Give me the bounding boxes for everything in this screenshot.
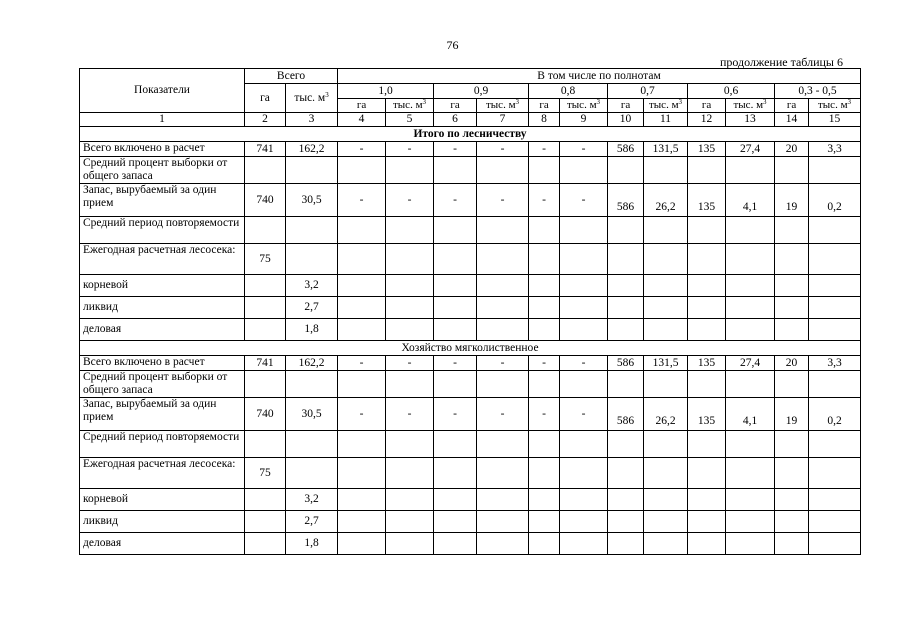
table-cell: 2,7	[286, 297, 338, 319]
table-cell: -	[434, 398, 477, 431]
table-cell	[809, 157, 861, 184]
table-cell: 135	[688, 184, 726, 217]
table-cell	[809, 511, 861, 533]
table-row	[80, 142, 861, 157]
column-number: 14	[775, 113, 809, 127]
row-label: Всего включено в расчет	[80, 356, 245, 371]
table-cell	[608, 275, 644, 297]
table-cell: 741	[245, 142, 286, 157]
table-cell	[726, 275, 775, 297]
table-cell: 586	[608, 398, 644, 431]
row-label: ликвид	[80, 297, 245, 319]
table-cell	[644, 371, 688, 398]
table-cell: -	[477, 142, 529, 157]
table-row	[80, 217, 861, 244]
table-cell	[386, 244, 434, 275]
table-cell	[338, 275, 386, 297]
table-cell	[644, 244, 688, 275]
column-number: 13	[726, 113, 775, 127]
table-cell	[688, 319, 726, 341]
table-cell	[386, 533, 434, 555]
table-row	[80, 244, 861, 275]
table-cell	[434, 533, 477, 555]
table-cell	[434, 275, 477, 297]
table-cell: 740	[245, 184, 286, 217]
table-cell	[477, 489, 529, 511]
unit-volume-header: тыс. $м^3$	[726, 99, 775, 113]
table-cell	[688, 244, 726, 275]
table-cell	[726, 371, 775, 398]
density-header: 0,9	[434, 84, 529, 99]
table-cell	[560, 458, 608, 489]
table-cell	[529, 371, 560, 398]
table-cell	[245, 533, 286, 555]
table-cell	[477, 275, 529, 297]
table-cell: 26,2	[644, 398, 688, 431]
table-cell	[726, 533, 775, 555]
table-cell	[338, 371, 386, 398]
table-cell	[775, 458, 809, 489]
table-cell	[775, 431, 809, 458]
table-cell	[644, 319, 688, 341]
table-cell	[608, 458, 644, 489]
table-cell	[434, 489, 477, 511]
table-cell	[775, 371, 809, 398]
density-header: 0,8	[529, 84, 608, 99]
table-cell	[560, 275, 608, 297]
table-cell	[608, 431, 644, 458]
table-cell: 1,8	[286, 319, 338, 341]
table-cell	[688, 217, 726, 244]
table-cell: 19	[775, 398, 809, 431]
column-number: 4	[338, 113, 386, 127]
table-cell	[477, 319, 529, 341]
table-cell	[477, 244, 529, 275]
table-cell	[560, 319, 608, 341]
table-cell: -	[338, 184, 386, 217]
table-cell: 4,1	[726, 398, 775, 431]
table-cell	[338, 297, 386, 319]
table-cell	[644, 431, 688, 458]
table-cell	[529, 458, 560, 489]
unit-ha-header: га	[529, 99, 560, 113]
table-cell: -	[386, 142, 434, 157]
table-row	[80, 275, 861, 297]
table-cell	[386, 217, 434, 244]
table-cell	[477, 533, 529, 555]
table-cell	[245, 275, 286, 297]
unit-volume-header: тыс. $м^3$	[809, 99, 861, 113]
table-row	[80, 431, 861, 458]
table-cell	[775, 275, 809, 297]
table-cell	[434, 511, 477, 533]
column-number: 1	[80, 113, 245, 127]
table-cell: -	[560, 184, 608, 217]
page-number: 76	[446, 38, 459, 52]
unit-volume-header: тыс. $м^3$	[386, 99, 434, 113]
table-cell: 131,5	[644, 356, 688, 371]
table-cell	[688, 157, 726, 184]
row-label: Всего включено в расчет	[80, 142, 245, 157]
row-label: деловая	[80, 533, 245, 555]
table-cell	[245, 217, 286, 244]
table-cell	[245, 511, 286, 533]
table-cell	[338, 157, 386, 184]
table-cell	[477, 431, 529, 458]
table-cell: 27,4	[726, 356, 775, 371]
row-label: Средний процент выборки от общего запаса	[80, 371, 245, 398]
table-cell: 27,4	[726, 142, 775, 157]
table-cell	[809, 297, 861, 319]
table-cell	[434, 157, 477, 184]
table-cell	[644, 275, 688, 297]
table-cell	[434, 319, 477, 341]
table-cell	[809, 489, 861, 511]
table-cell	[608, 157, 644, 184]
table-cell	[386, 297, 434, 319]
table-cell: 162,2	[286, 142, 338, 157]
table-cell	[477, 297, 529, 319]
column-number: 2	[245, 113, 286, 127]
table-cell	[286, 371, 338, 398]
table-cell	[338, 217, 386, 244]
table-cell	[529, 297, 560, 319]
column-number: 12	[688, 113, 726, 127]
row-label: ликвид	[80, 511, 245, 533]
table-cell	[775, 533, 809, 555]
density-header: 0,3 - 0,5	[775, 84, 861, 99]
table-cell	[477, 458, 529, 489]
column-number: 3	[286, 113, 338, 127]
table-cell	[726, 458, 775, 489]
unit-volume-header: тыс. $м^3$	[644, 99, 688, 113]
row-label: корневой	[80, 275, 245, 297]
table-cell	[386, 319, 434, 341]
table-cell	[560, 489, 608, 511]
density-header: 1,0	[338, 84, 434, 99]
table-row	[80, 356, 861, 371]
unit-ha-header: га	[775, 99, 809, 113]
table-cell	[644, 297, 688, 319]
table-cell	[560, 157, 608, 184]
table-row	[80, 319, 861, 341]
row-label: Средний период повторяемости	[80, 217, 245, 244]
table-cell	[726, 319, 775, 341]
table-cell	[386, 371, 434, 398]
table-cell: 586	[608, 356, 644, 371]
row-label: Ежегодная расчетная лесосека:	[80, 244, 245, 275]
density-header: 0,7	[608, 84, 688, 99]
table-cell: -	[560, 398, 608, 431]
table-cell	[245, 371, 286, 398]
table-cell: -	[477, 184, 529, 217]
table-cell: 3,2	[286, 275, 338, 297]
total-volume-header: тыс. $м^3$	[286, 84, 338, 113]
table-cell: 0,2	[809, 184, 861, 217]
table-cell	[809, 275, 861, 297]
table-row	[80, 371, 861, 398]
table-row	[80, 489, 861, 511]
table-cell	[245, 489, 286, 511]
forest-harvest-table	[79, 68, 861, 555]
unit-ha-header: га	[338, 99, 386, 113]
table-cell	[688, 511, 726, 533]
table-cell	[688, 458, 726, 489]
table-cell	[726, 244, 775, 275]
table-cell: 135	[688, 356, 726, 371]
table-cell: 26,2	[644, 184, 688, 217]
table-cell	[529, 217, 560, 244]
section-title: Итого по лесничеству	[80, 127, 861, 142]
table-cell	[809, 319, 861, 341]
table-row	[80, 533, 861, 555]
table-cell	[726, 489, 775, 511]
table-cell	[386, 431, 434, 458]
table-cell	[644, 533, 688, 555]
table-cell	[560, 297, 608, 319]
table-cell	[477, 511, 529, 533]
table-cell	[286, 458, 338, 489]
table-cell	[688, 371, 726, 398]
table-cell: -	[434, 184, 477, 217]
table-cell	[338, 431, 386, 458]
table-cell	[386, 275, 434, 297]
table-cell	[338, 511, 386, 533]
table-cell: -	[386, 184, 434, 217]
table-cell	[775, 217, 809, 244]
table-cell	[688, 533, 726, 555]
table-cell	[286, 157, 338, 184]
table-cell	[338, 533, 386, 555]
table-cell	[726, 511, 775, 533]
table-cell	[775, 489, 809, 511]
table-cell	[477, 157, 529, 184]
table-cell	[477, 217, 529, 244]
column-number: 8	[529, 113, 560, 127]
unit-volume-header: тыс. $м^3$	[477, 99, 529, 113]
column-number: 7	[477, 113, 529, 127]
table-cell	[560, 533, 608, 555]
table-cell	[560, 371, 608, 398]
table-cell	[386, 458, 434, 489]
table-cell	[434, 297, 477, 319]
table-cell: 20	[775, 356, 809, 371]
row-label: деловая	[80, 319, 245, 341]
table-cell	[809, 244, 861, 275]
table-cell	[434, 371, 477, 398]
table-row	[80, 157, 861, 184]
table-cell	[688, 431, 726, 458]
table-cell: 135	[688, 398, 726, 431]
table-cell: -	[338, 398, 386, 431]
table-cell	[809, 217, 861, 244]
table-cell	[608, 319, 644, 341]
table-cell	[726, 297, 775, 319]
table-row	[80, 184, 861, 217]
table-cell: 740	[245, 398, 286, 431]
table-cell: 741	[245, 356, 286, 371]
density-header: 0,6	[688, 84, 775, 99]
table-cell	[245, 319, 286, 341]
table-cell	[560, 244, 608, 275]
total-ha-header: га	[245, 84, 286, 113]
table-cell	[529, 244, 560, 275]
table-cell	[245, 157, 286, 184]
column-number: 6	[434, 113, 477, 127]
table-cell	[726, 431, 775, 458]
row-label: Ежегодная расчетная лесосека:	[80, 458, 245, 489]
table-cell	[338, 458, 386, 489]
table-cell	[644, 217, 688, 244]
unit-volume-header: тыс. $м^3$	[560, 99, 608, 113]
table-cell: 1,8	[286, 533, 338, 555]
row-label: Средний процент выборки от общего запаса	[80, 157, 245, 184]
row-label: Запас, вырубаемый за один прием	[80, 398, 245, 431]
table-continuation-caption: продолжение таблицы 6	[719, 55, 843, 69]
table-cell	[245, 297, 286, 319]
table-cell	[529, 157, 560, 184]
table-cell: 20	[775, 142, 809, 157]
table-cell: 30,5	[286, 398, 338, 431]
table-row	[80, 458, 861, 489]
table-cell	[608, 533, 644, 555]
table-cell: -	[560, 356, 608, 371]
row-label: Запас, вырубаемый за один прием	[80, 184, 245, 217]
table-cell	[644, 489, 688, 511]
table-cell	[775, 244, 809, 275]
table-cell: 75	[245, 244, 286, 275]
table-cell: -	[477, 356, 529, 371]
table-cell	[726, 157, 775, 184]
row-label: корневой	[80, 489, 245, 511]
unit-ha-header: га	[608, 99, 644, 113]
column-number: 9	[560, 113, 608, 127]
column-number: 15	[809, 113, 861, 127]
table-cell: -	[529, 184, 560, 217]
table-cell	[809, 431, 861, 458]
table-cell	[529, 489, 560, 511]
table-cell	[608, 511, 644, 533]
table-cell	[434, 217, 477, 244]
table-cell	[386, 489, 434, 511]
table-cell	[245, 431, 286, 458]
table-cell: -	[386, 398, 434, 431]
indicators-header: Показатели	[80, 69, 245, 113]
table-cell	[286, 217, 338, 244]
table-row	[80, 511, 861, 533]
table-cell: 3,2	[286, 489, 338, 511]
table-row	[80, 398, 861, 431]
column-number: 5	[386, 113, 434, 127]
table-cell	[286, 431, 338, 458]
table-cell: 19	[775, 184, 809, 217]
table-cell	[688, 489, 726, 511]
table-cell: -	[477, 398, 529, 431]
table-cell	[608, 217, 644, 244]
table-cell	[386, 511, 434, 533]
table-cell: 75	[245, 458, 286, 489]
table-cell	[608, 489, 644, 511]
column-number: 10	[608, 113, 644, 127]
table-cell: 30,5	[286, 184, 338, 217]
table-cell	[529, 533, 560, 555]
table-cell	[726, 217, 775, 244]
table-cell	[644, 458, 688, 489]
table-cell	[338, 319, 386, 341]
table-cell	[529, 431, 560, 458]
unit-ha-header: га	[688, 99, 726, 113]
table-cell: -	[338, 142, 386, 157]
table-cell	[809, 371, 861, 398]
including-by-density-header: В том числе по полнотам	[338, 69, 861, 84]
table-cell	[775, 157, 809, 184]
table-cell: -	[560, 142, 608, 157]
table-cell	[338, 489, 386, 511]
table-cell	[775, 511, 809, 533]
table-cell	[477, 371, 529, 398]
table-cell	[560, 511, 608, 533]
table-cell: -	[434, 356, 477, 371]
table-cell	[809, 533, 861, 555]
table-cell: 4,1	[726, 184, 775, 217]
table-cell	[529, 275, 560, 297]
table-cell: 162,2	[286, 356, 338, 371]
table-cell: 3,3	[809, 142, 861, 157]
table-cell: 586	[608, 184, 644, 217]
table-cell: 0,2	[809, 398, 861, 431]
table-cell	[560, 431, 608, 458]
table-cell	[338, 244, 386, 275]
table-cell	[560, 217, 608, 244]
table-cell	[286, 244, 338, 275]
table-cell	[644, 157, 688, 184]
table-cell: 586	[608, 142, 644, 157]
table-cell: 135	[688, 142, 726, 157]
table-cell: -	[529, 356, 560, 371]
table-cell	[688, 297, 726, 319]
table-cell	[644, 511, 688, 533]
table-cell	[434, 244, 477, 275]
unit-ha-header: га	[434, 99, 477, 113]
table-cell	[608, 244, 644, 275]
table-cell	[529, 319, 560, 341]
table-cell	[386, 157, 434, 184]
table-cell	[775, 297, 809, 319]
table-cell: -	[434, 142, 477, 157]
table-cell	[809, 458, 861, 489]
table-cell	[608, 371, 644, 398]
table-cell: 2,7	[286, 511, 338, 533]
table-cell	[775, 319, 809, 341]
table-cell	[434, 431, 477, 458]
table-cell	[434, 458, 477, 489]
total-header: Всего	[245, 69, 338, 84]
column-number: 11	[644, 113, 688, 127]
table-cell	[608, 297, 644, 319]
table-cell: -	[386, 356, 434, 371]
table-cell: 3,3	[809, 356, 861, 371]
section-title: Хозяйство мягколиственное	[80, 341, 861, 356]
row-label: Средний период повторяемости	[80, 431, 245, 458]
table-cell: 131,5	[644, 142, 688, 157]
table-cell: -	[529, 142, 560, 157]
table-cell	[529, 511, 560, 533]
table-cell: -	[529, 398, 560, 431]
table-row	[80, 297, 861, 319]
table-cell	[688, 275, 726, 297]
table-cell: -	[338, 356, 386, 371]
